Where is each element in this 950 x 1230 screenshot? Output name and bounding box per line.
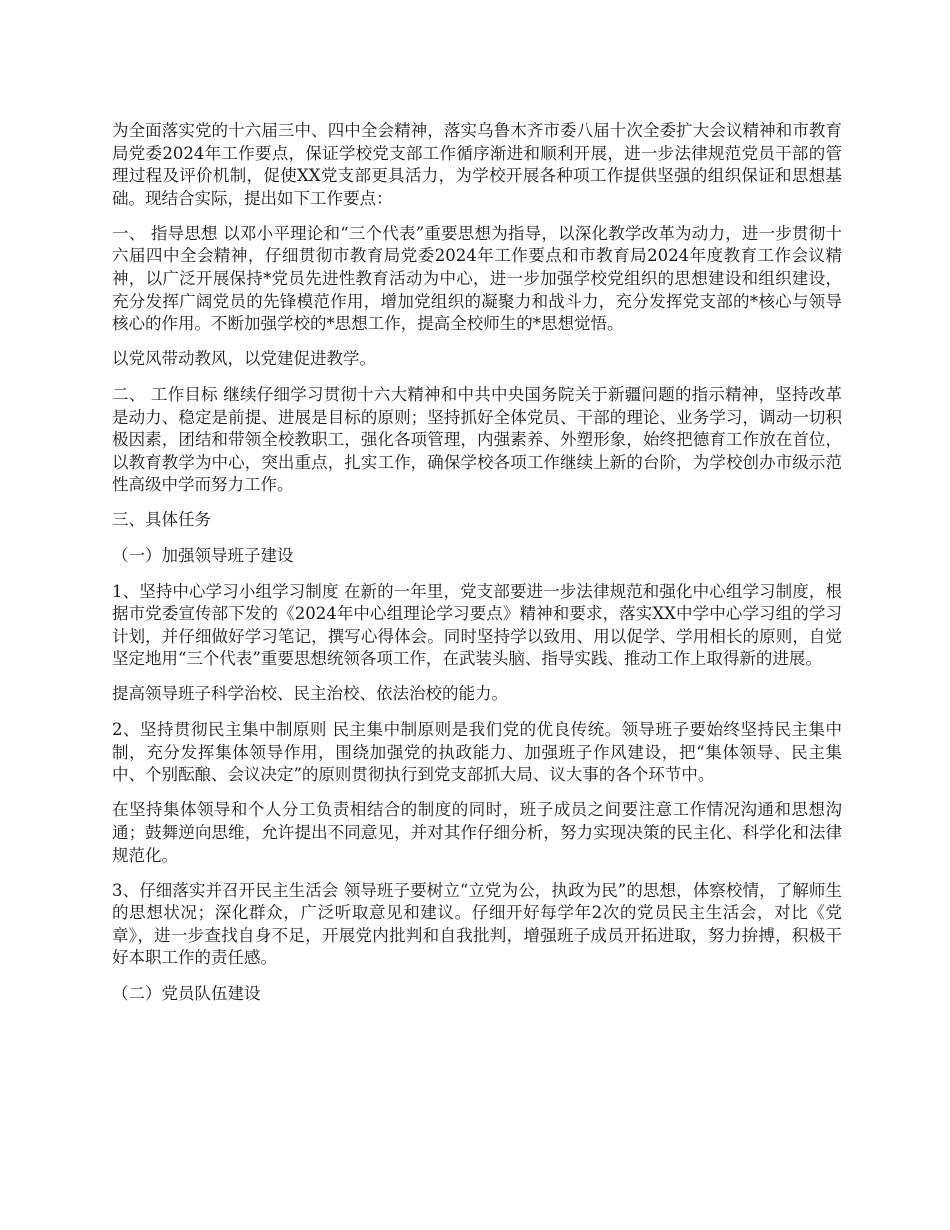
- paragraph-democratic-life-meeting: 3、仔细落实并召开民主生活会 领导班子要树立“立党为公，执政为民”的思想，体察校情，了解师生的思想状况；深化群众，广泛听取意见和建议。仔细开好每学年2次的党员民主生活会，对比《党章》，进一步查找自身不足，开展党内批判和自我批判，增强班子成员开拓进取，努力拚搏，积极干好本职工作的责任感。: [112, 880, 842, 968]
- paragraph-democratic-centralism: 2、坚持贯彻民主集中制原则 民主集中制原则是我们党的优良传统。领导班子要始终坚持民主集中制，充分发挥集体领导作用，围绕加强党的执政能力、加强班子作风建设，把“集体领导、民主集中、个别酝酿、会议决定”的原则贯彻执行到党支部抓大局、议大事的各个环节中。: [112, 720, 842, 785]
- paragraph-governance-ability: 提高领导班子科学治校、民主治校、依法治校的能力。: [112, 684, 508, 704]
- subsection-heading-leadership: （一）加强领导班子建设: [112, 546, 294, 565]
- subsection-heading-party-members: （二）党员队伍建设: [112, 983, 261, 1003]
- paragraph-collective-leadership: 在坚持集体领导和个人分工负责相结合的制度的同时，班子成员之间要注意工作情况沟通和思想沟通；鼓舞逆向思维，允许提出不同意见，并对其作仔细分析，努力实现决策的民主化、科学化和法律规范化。: [112, 800, 842, 865]
- paragraph-party-style: 以党风带动教风，以党建促进教学。: [112, 349, 376, 369]
- section-heading-specific-tasks: 三、具体任务: [112, 510, 211, 530]
- paragraph-study-system: 1、坚持中心学习小组学习制度 在新的一年里，党支部要进一步法律规范和强化中心组学习制度，根据市党委宣传部下发的《2024年中心组理论学习要点》精神和要求，落实XX中学中心学习组的学习计划，并仔细做好学习笔记，撰写心得体会。同时坚持学以致用、用以促学、学用相长的原则，自觉坚定地用“三个代表”重要思想统领各项工作，在武装头脑、指导实践、推动工作上取得新的进展。: [112, 581, 842, 669]
- document-body: [112, 120, 842, 1018]
- paragraph-work-goals: 二、 工作目标 继续仔细学习贯彻十六大精神和中共中央国务院关于新疆问题的指示精神，坚持改革是动力、稳定是前提、进展是目标的原则；坚持抓好全体党员、干部的理论、业务学习，调动一切积极因素，团结和带领全校教职工，强化各项管理，内强素养、外塑形象，始终把德育工作放在首位，以教育教学为中心，突出重点，扎实工作，确保学校各项工作继续上新的台阶，为学校创办市级示范性高级中学而努力工作。: [112, 384, 842, 495]
- paragraph-intro: 为全面落实党的十六届三中、四中全会精神，落实乌鲁木齐市委八届十次全委扩大会议精神和市教育局党委2024年工作要点，保证学校党支部工作循序渐进和顺利开展，进一步法律规范党员干部的管理过程及评价机制，促使XX党支部更具活力，为学校开展各种项工作提供坚强的组织保证和思想基础。现结合实际，提出如下工作要点：: [112, 121, 842, 208]
- paragraph-guiding-ideology: 一、 指导思想 以邓小平理论和“三个代表”重要思想为指导，以深化教学改革为动力，进一步贯彻十六届四中全会精神，仔细贯彻市教育局党委2024年工作要点和市教育局2024年度教育工作会议精神，以广泛开展保持*党员先进性教育活动为中心，进一步加强学校党组织的思想建设和组织建设，充分发挥广阔党员的先锋模范作用，增加党组织的凝聚力和战斗力，充分发挥党支部的*核心与领导核心的作用。不断加强学校的*思想工作，提高全校师生的*思想觉悟。: [112, 223, 842, 334]
